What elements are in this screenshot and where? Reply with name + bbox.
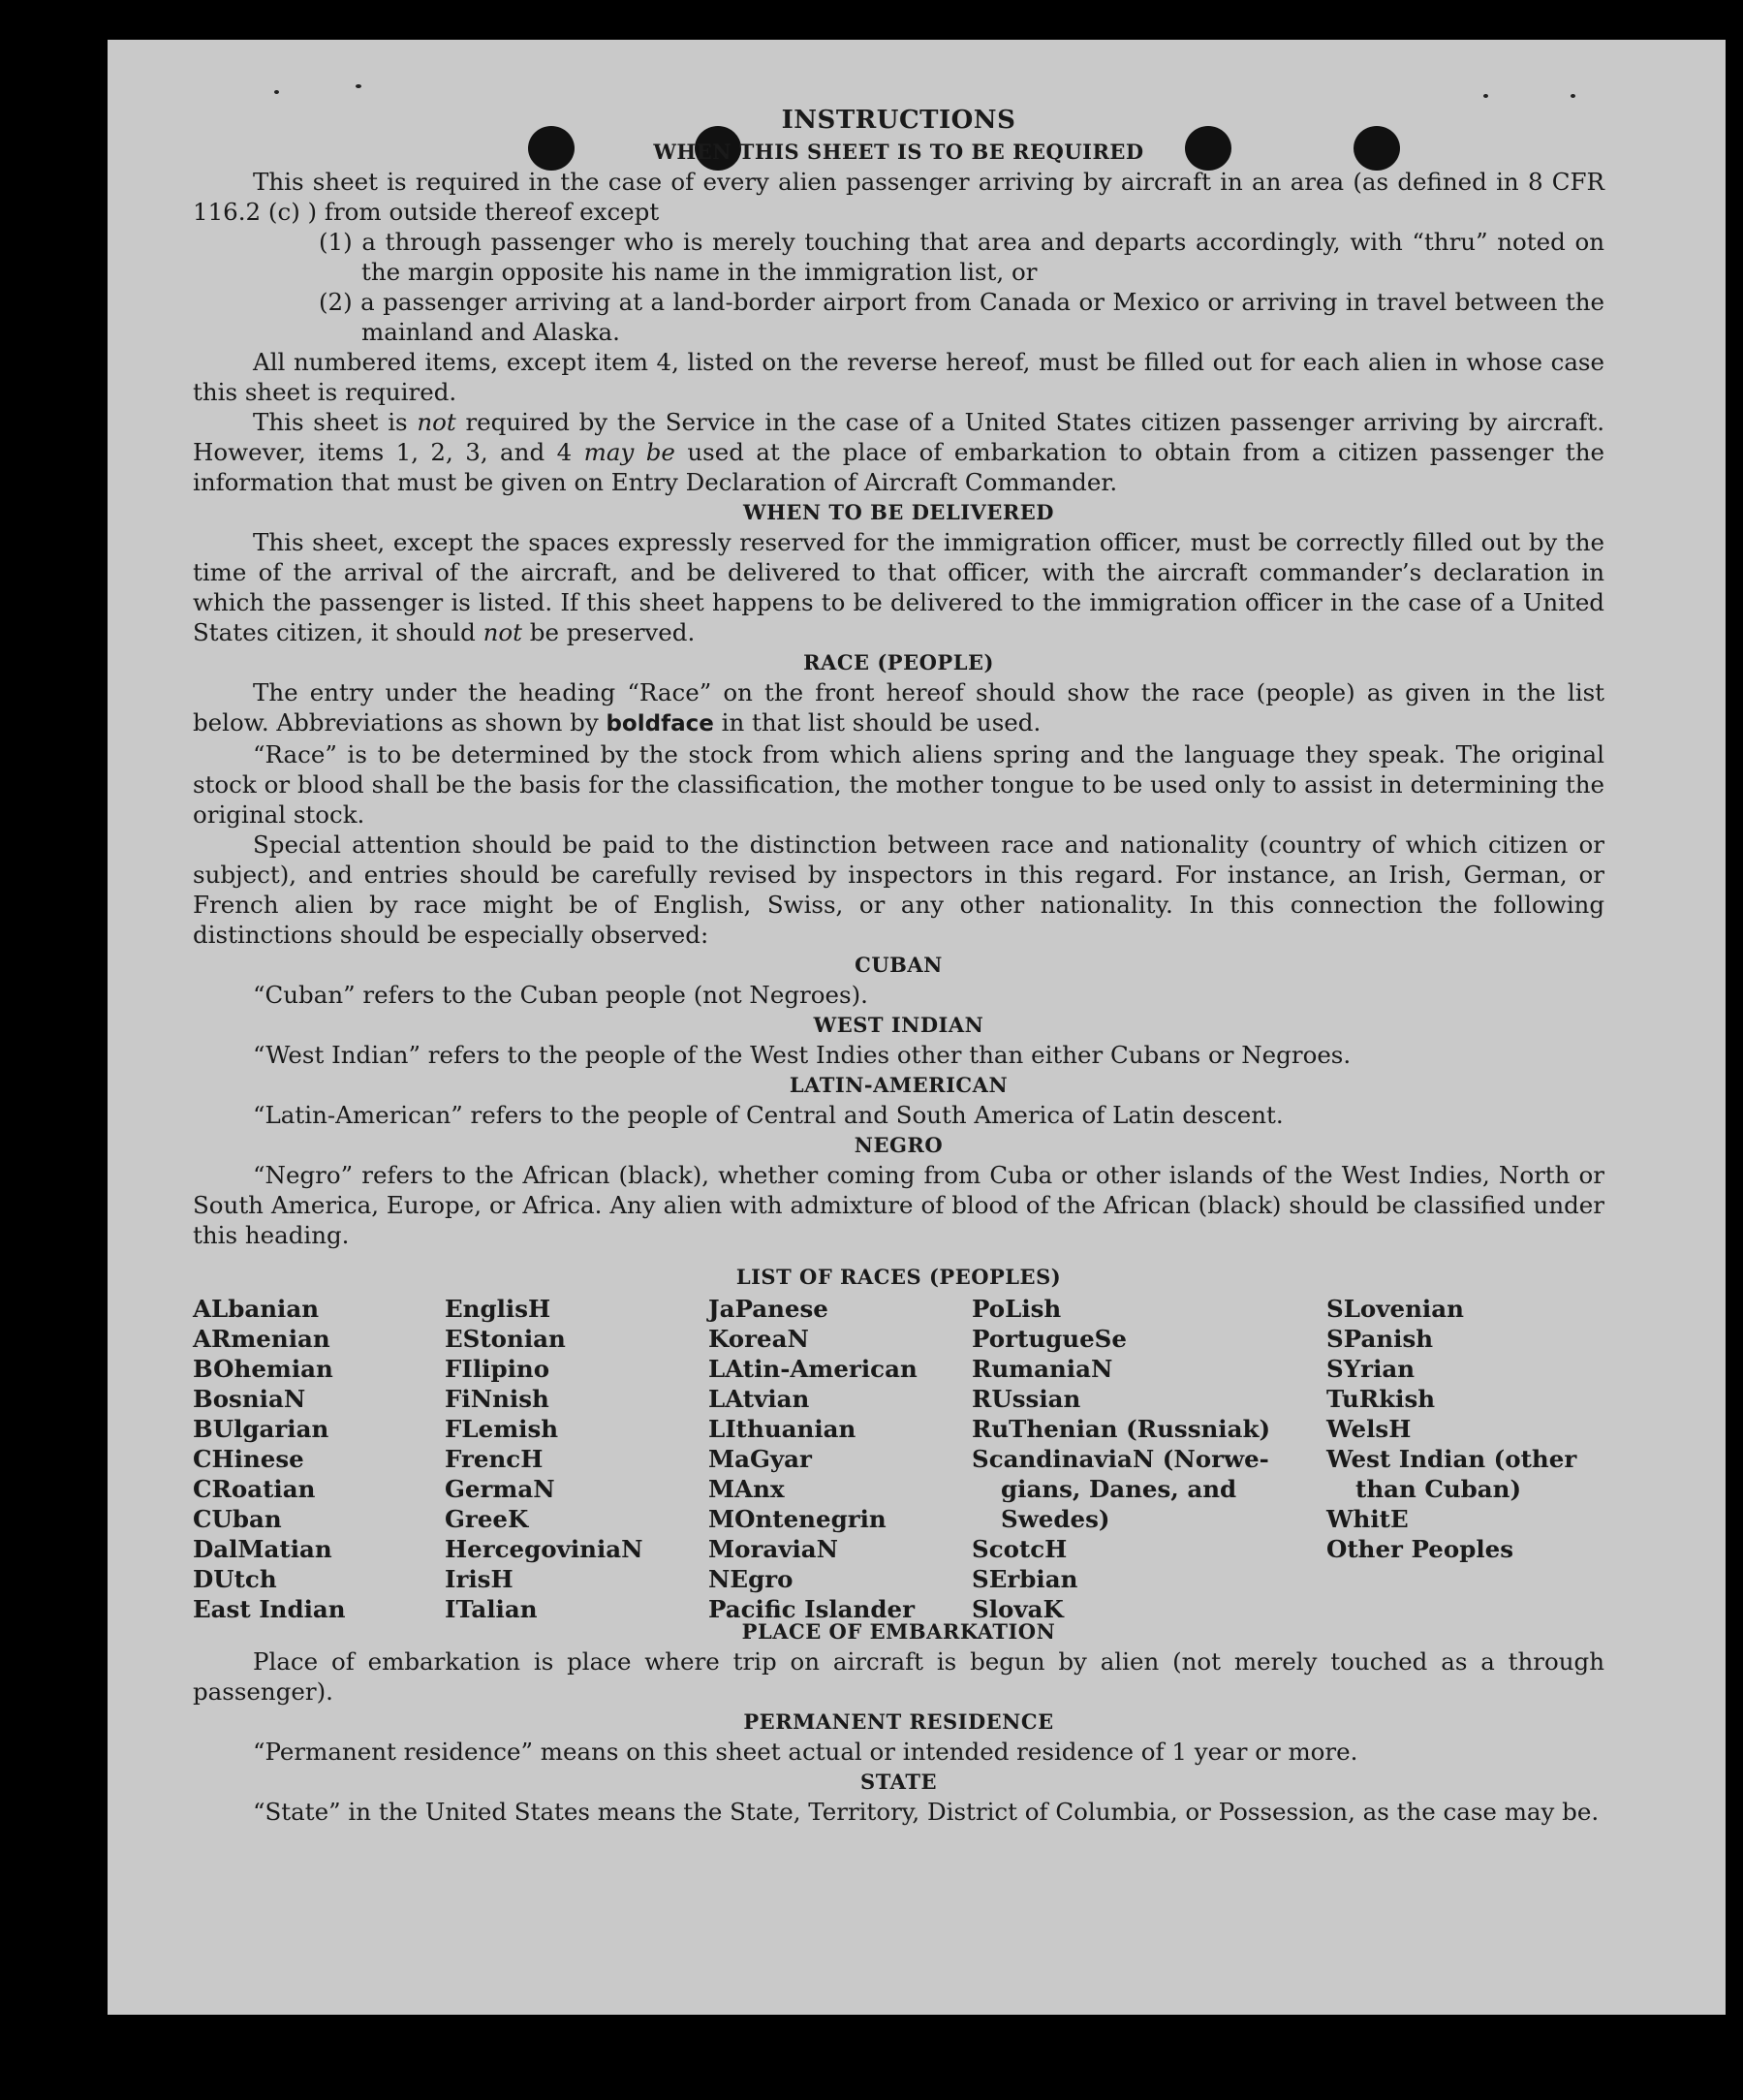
race-paragraph-2: “Race” is to be determined by the stock from which aliens spring and the language they speak. The original stock or blood shall be the basis for the classification, the mother tongue to be used only to assist in determining the original stock. [193, 740, 1604, 829]
race-item: LIthuanian [708, 1415, 856, 1443]
race-item: HercegoviniaN [445, 1535, 643, 1563]
race-item: Swedes) [1001, 1505, 1110, 1533]
race-text-2: in that list should be used. [713, 708, 1042, 737]
race-item: DalMatian [193, 1535, 332, 1563]
section-heading-state: STATE [860, 1770, 937, 1794]
race-item: BOhemian [193, 1355, 333, 1383]
race-column-2 [445, 1294, 643, 1624]
exception-1: (1) a through passenger who is merely touching that area and departs accordingly, with “thru” noted on the margin opposite his name in the immigration list, or [319, 228, 1604, 286]
race-item: WelsH [1326, 1415, 1412, 1443]
race-item: Other Peoples [1326, 1535, 1514, 1563]
race-item: FLemish [445, 1415, 559, 1443]
race-item: PoLish [972, 1295, 1062, 1323]
section-heading-west-indian: WEST INDIAN [813, 1013, 984, 1037]
race-item: MaGyar [708, 1445, 812, 1473]
race-item: than Cuban) [1355, 1475, 1522, 1503]
race-item: BosniaN [193, 1385, 306, 1413]
race-item: KoreaN [708, 1325, 809, 1353]
race-item: ScandinaviaN (Norwe- [972, 1445, 1269, 1473]
race-item: SLovenian [1326, 1295, 1464, 1323]
race-item: SPanish [1326, 1325, 1434, 1353]
negro-definition: “Negro” refers to the African (black), whether coming from Cuba or other islands of the West Indies, North or South America, Europe, or Africa. Any alien with admixture of blood of the African (black) should be classified under this heading. [193, 1161, 1604, 1249]
race-item: RUssian [972, 1385, 1081, 1413]
race-text-1: The entry under the heading “Race” on the front hereof should show the race (people) as given in the list below. Abbreviations as shown by [193, 678, 1604, 737]
race-item: BUlgarian [193, 1415, 329, 1443]
race-item: WhitE [1326, 1505, 1409, 1533]
race-item: SYrian [1326, 1355, 1416, 1383]
speck [356, 84, 361, 88]
race-item: West Indian (other [1326, 1445, 1577, 1473]
delivered-text-2: be preserved. [521, 618, 696, 646]
race-item: CHinese [193, 1445, 304, 1473]
race-item: LAtin-American [708, 1355, 918, 1383]
race-item: ALbanian [193, 1295, 320, 1323]
race-column-5 [1326, 1294, 1576, 1564]
race-item: SErbian [972, 1565, 1078, 1593]
race-item: gians, Danes, and [1001, 1475, 1237, 1503]
delivered-emphasis-not: not [482, 618, 522, 646]
race-item: NEgro [708, 1565, 794, 1593]
race-list [193, 1294, 1604, 1623]
document-title: INSTRUCTIONS [781, 106, 1016, 135]
citizen-emphasis-not: not [417, 408, 456, 436]
latin-american-definition: “Latin-American” refers to the people of Central and South America of Latin descent. [253, 1101, 1284, 1129]
race-item: FiNnish [445, 1385, 549, 1413]
instructions-content [193, 104, 1604, 1827]
race-item: GermaN [445, 1475, 555, 1503]
race-item: ITalian [445, 1595, 538, 1623]
section-heading-race: RACE (PEOPLE) [803, 650, 994, 674]
section-heading-cuban: CUBAN [855, 953, 943, 977]
race-item: GreeK [445, 1505, 529, 1533]
race-item: FIlipino [445, 1355, 550, 1383]
speck [1571, 94, 1575, 98]
embarkation-paragraph: Place of embarkation is place where trip on aircraft is begun by alien (not merely touched as a through passenger). [193, 1647, 1604, 1706]
numbered-items-paragraph: All numbered items, except item 4, listed on the reverse hereof, must be filled out for each alien in whose case this sheet is required. [193, 348, 1604, 406]
race-item: Pacific Islander [708, 1595, 915, 1623]
section-heading-latin-american: LATIN-AMERICAN [789, 1073, 1009, 1097]
exception-2: (2) a passenger arriving at a land-border airport from Canada or Mexico or arriving in travel between the mainland and Alaska. [319, 288, 1604, 346]
section-heading-required: WHEN THIS SHEET IS TO BE REQUIRED [653, 140, 1144, 164]
race-item: ScotcH [972, 1535, 1068, 1563]
race-column-3 [708, 1294, 918, 1624]
citizen-emphasis-may-be: may be [583, 438, 675, 466]
race-item: IrisH [445, 1565, 514, 1593]
race-item: LAtvian [708, 1385, 810, 1413]
required-intro: This sheet is required in the case of every alien passenger arriving by aircraft in an area (as defined in 8 CFR 116.2 (c) ) from outside thereof except [193, 168, 1604, 226]
residence-paragraph: “Permanent residence” means on this sheet actual or intended residence of 1 year or more. [253, 1738, 1358, 1766]
race-paragraph-3: Special attention should be paid to the distinction between race and nationality (country of which citizen or subject), and entries should be carefully revised by inspectors in this regard. For instance, an Irish, German, or French alien by race might be of English, Swiss, or any other nationality. In this connection the following distinctions should be especially observed: [193, 831, 1604, 949]
race-item: DUtch [193, 1565, 277, 1593]
race-item: CUban [193, 1505, 282, 1533]
race-item: RuThenian (Russniak) [972, 1415, 1271, 1443]
race-item: FrencH [445, 1445, 544, 1473]
race-item: TuRkish [1326, 1385, 1436, 1413]
speck [1483, 94, 1488, 98]
race-paragraph-1 [193, 677, 1604, 739]
speck [274, 90, 279, 94]
race-item: RumaniaN [972, 1355, 1113, 1383]
race-item: JaPanese [708, 1295, 828, 1323]
document-sheet [108, 40, 1726, 2015]
race-item: SlovaK [972, 1595, 1064, 1623]
citizen-text-2: required by the Service in the case of a United States citizen passenger arriving by aircraft. However, items 1, 2, 3, and 4 [193, 408, 1604, 466]
citizen-text-1: This sheet is [253, 408, 418, 436]
citizen-text-3: used at the place of embarkation to obtain from a citizen passenger the information that must be given on Entry Declaration of Aircraft Commander. [193, 438, 1604, 496]
section-heading-negro: NEGRO [854, 1133, 944, 1157]
delivered-paragraph [193, 527, 1604, 647]
race-item: CRoatian [193, 1475, 316, 1503]
race-item: EnglisH [445, 1295, 551, 1323]
race-item: MoraviaN [708, 1535, 839, 1563]
section-heading-delivered: WHEN TO BE DELIVERED [742, 500, 1054, 524]
section-heading-residence: PERMANENT RESIDENCE [743, 1709, 1054, 1734]
race-item: EStonian [445, 1325, 566, 1353]
race-column-1 [193, 1294, 346, 1624]
cuban-definition: “Cuban” refers to the Cuban people (not Negroes). [253, 981, 868, 1009]
race-item: PortugueSe [972, 1325, 1127, 1353]
race-item: MAnx [708, 1475, 785, 1503]
race-column-4 [972, 1294, 1270, 1624]
citizen-paragraph [193, 407, 1604, 497]
section-heading-embarkation: PLACE OF EMBARKATION [741, 1619, 1056, 1644]
delivered-text-1: This sheet, except the spaces expressly reserved for the immigration officer, must be correctly filled out by the time of the arrival of the aircraft, and be delivered to that officer, with the aircraft commander’s declaration in which the passenger is listed. If this sheet happens to be delivered to the immigration officer in the case of a United States citizen, it should [193, 528, 1604, 646]
state-paragraph: “State” in the United States means the State, Territory, District of Columbia, or Possession, as the case may be. [253, 1798, 1600, 1826]
west-indian-definition: “West Indian” refers to the people of the West Indies other than either Cubans or Negroes. [253, 1041, 1352, 1069]
race-item: East Indian [193, 1595, 346, 1623]
race-boldface-word: boldface [606, 711, 714, 737]
race-list-heading: LIST OF RACES (PEOPLES) [735, 1265, 1062, 1289]
race-item: ARmenian [193, 1325, 330, 1353]
race-item: MOntenegrin [708, 1505, 887, 1533]
